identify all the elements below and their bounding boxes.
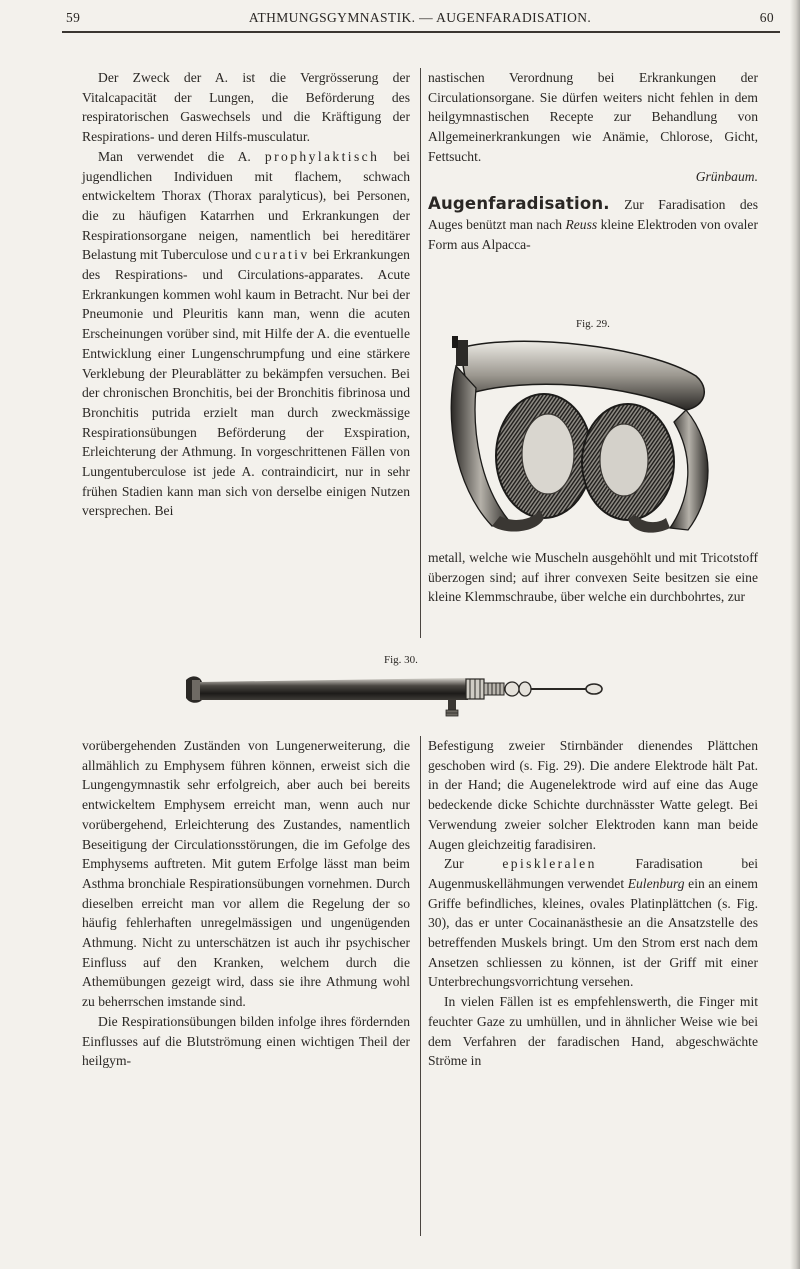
right-column-top bbox=[428, 68, 758, 254]
header-title: ATHMUNGSGYMNASTIK. — AUGENFARADISATION. bbox=[248, 10, 592, 25]
figure-29-label: Fig. 29. bbox=[576, 318, 610, 330]
paragraph: metall, welche wie Muscheln ausgehöhlt und mit Tricotstoff überzogen sind; auf ihrer convexen Seite besitzen sie eine kleine Klemmschraube, über welche ein durchbohrtes, zur bbox=[428, 550, 758, 605]
paragraph: Zur episkleralen Faradisation bei Augenmuskellähmungen verwendet Eulenburg ein an einem Griffe befindliches, kleines, ovales Platinplättchen (s. Fig. 30), das er unter Cocainanästhesie an die Ansatzstelle des betreffenden Muskels bringt. Um den Strom erst nach dem Ansetzen schliessen zu können, ist der Griff mit einer Unterbrechungsvorrichtung versehen. bbox=[428, 856, 758, 990]
author-signature: Grünbaum. bbox=[695, 168, 758, 184]
paragraph: Befestigung zweier Stirnbänder dienendes Plättchen geschoben wird (s. Fig. 29). Die andere Elektrode hält Pat. in der Hand; die Augenelektrode wird auf eine das Auge bedeckende dicke Schichte durchnässter Watte gelegt. Bei Verwendung zweier solcher Elektroden kann man beide Augen gleichzeitig faradisiren. bbox=[428, 738, 758, 852]
section-heading: Augenfaradisation. bbox=[428, 194, 610, 214]
paragraph: In vielen Fällen ist es empfehlenswerth, die Finger mit feuchter Gaze zu umhüllen, und in ähnlicher Weise wie bei dem Verfahren der faradischen Hand, abgeschwächte Ströme in bbox=[428, 994, 758, 1069]
paragraph: Die Respirationsübungen bilden infolge ihres fördernden Einflusses auf die Blutströmung einen wichtigen Theil der heilgym- bbox=[82, 1013, 410, 1069]
column-divider-bottom bbox=[420, 736, 421, 1236]
figure-30-illustration bbox=[186, 670, 606, 722]
paragraph: vorübergehenden Zuständen von Lungenerweiterung, die allmählich zu Emphysem führen können, erweist sich die Lungengymnastik sehr erfolgreich, aber auch bei bereits entwickeltem Emphysem erreicht man, wenn auch nur vorübergehend, Erleichterung des Zustandes, namentlich Beseitigung der Circulationsstörungen, die im Gefolge des Emphysems auftreten. Mit gutem Erfolge lässt man beim Asthma bronchiale Respirationsübungen vornehmen. Durch dieselben erreicht man vor allem die Regelung der so häufig fehlerhaften unregelmässigen und ungenügenden Athmung. Nicht zu unterschätzen ist auch ihr psychischer Einfluss auf den Kranken, welchem durch die Athemübungen gezeigt wird, dass sie ihre Athmung wohl zu beherrschen imstande sind. bbox=[82, 738, 410, 1010]
paragraph: Der Zweck der A. ist die Vergrösserung der Vitalcapacität der Lungen, die Beförderung des respiratorischen Gaswechsels und die Kräftigung der Respirations- und deren Hilfs-musculatur. bbox=[82, 70, 410, 145]
header-rule bbox=[62, 31, 780, 33]
figure-29-illustration bbox=[448, 336, 718, 536]
page-number-right: 60 bbox=[759, 10, 774, 25]
page-number-left: 59 bbox=[66, 10, 81, 25]
left-column-bottom bbox=[82, 736, 410, 1071]
left-column-top bbox=[82, 68, 410, 521]
column-divider-top bbox=[420, 68, 421, 638]
page-edge-shadow bbox=[790, 0, 800, 1269]
paragraph: Man verwendet die A. prophylaktisch bei jugendlichen Individuen mit flachem, schwach entwickeltem Thorax (Thorax paralyticus), bei Personen, die zu häufigen Katarrhen und Erkrankungen der Respirationsorgane neigen, namentlich bei hereditärer Belastung mit Tuberculose und curativ bei Erkrankungen des Respirations- und Circulations-apparates. Acute Erkrankungen kommen wohl kaum in Betracht. Nur bei der Pneumonie und Pleuritis kann man, wenn die acuten Erscheinungen vorüber sind, mit Hilfe der A. die eventuelle Entwicklung einer Lungenschrumpfung und eine stärkere Verklebung der Pleurablätter zu bekämpfen versuchen. Bei der chronischen Bronchitis, bei der Bronchitis fibrinosa und Bronchitis putrida erzielt man durch zweckmässige Respirationsübungen Beförderung der Exspiration, Erleichterung der Athmung. In vorgeschrittenen Fällen von Lungentuberculose ist jede A. contraindicirt, nur in sehr frühen Stadien kann man sich von derselbe einigen Nutzen versprechen. Bei bbox=[82, 148, 410, 519]
right-column-after-fig29 bbox=[428, 548, 758, 607]
paragraph: nastischen Verordnung bei Erkrankungen der Circulationsorgane. Sie dürfen weiters nicht fehlen in dem heilgymnastischen Recepte zur Behandlung von Allgemeinerkrankungen wie Anämie, Chlorose, Gicht, Fettsucht. bbox=[428, 70, 758, 164]
section-paragraph: Augenfaradisation. Zur Faradisation des Auges benützt man nach Reuss kleine Elektroden von ovaler Form aus Alpacca- bbox=[428, 194, 758, 252]
figure-30-label: Fig. 30. bbox=[384, 654, 418, 666]
right-column-bottom bbox=[428, 736, 758, 1071]
